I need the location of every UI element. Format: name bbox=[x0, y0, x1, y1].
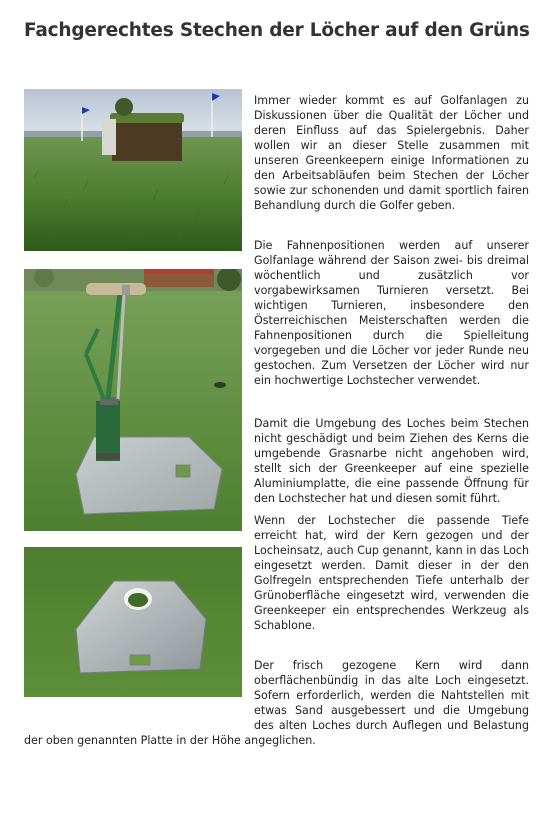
photo-green-flags bbox=[24, 89, 242, 251]
paragraph-cup-insertion: Wenn der Lochstecher die passende Tiefe erreicht hat, wird der Kern gezogen und der Locheinsatz, auch Cup genannt, kann in das Loch eingesetzt werden. Damit dieser in der den Golfregeln entsprechenden Tiefe unterhalb der Grünoberfläche eingesetzt wird, verwenden die Greenkeeper ein entsprechendes Werkzeug als Schablone. bbox=[254, 514, 529, 632]
paragraph-core-replacement-block bbox=[24, 658, 529, 748]
paragraph-core-replacement: Der frisch gezogene Kern wird dann oberflächenbündig in das alte Loch eingesetzt. Sofern erforderlich, werden die Nahtstellen mit etwas Sand ausgebessert und die Umgebung des alten Loches durch Auflegen und Belastung der oben genannten Platte in der Höhe angeglichen. bbox=[24, 659, 529, 747]
paragraph-flag-positions: Die Fahnenpositionen werden auf unserer Golfanlage während der Saison zwei- bis dreimal wöchentlich und zusätzlich vor vorgabewirksamen Turnieren versetzt. Bei wichtigen Turnieren, insbesondere den Österreichischen Meisterschaften werden die Fahnenpositionen durch die Spielleitung vorgegeben und die Löcher vor jeder Runde neu gestochen. Zum Versetzen der Löcher wird nur ein hochwertige Lochstecher verwendet. bbox=[254, 239, 529, 387]
photo-hole-cutter bbox=[24, 269, 242, 531]
page-title: Fachgerechtes Stechen der Löcher auf den Grüns bbox=[24, 20, 530, 41]
paragraph-intro: Immer wieder kommt es auf Golfanlagen zu Diskussionen über die Qualität der Löcher und deren Einfluss auf das Spielergebnis. Daher wollen wir an dieser Stelle zusammen mit unseren Greenkeepern einige Informationen zu den Arbeitsabläufen beim Stechen der Löcher sowie zur schonenden und damit sportlich fairen Behandlung durch die Golfer geben. bbox=[254, 94, 529, 212]
paragraph-aluminium-plate: Damit die Umgebung des Loches beim Stechen nicht geschädigt und beim Ziehen des Kerns die umgebende Grasnarbe nicht angehoben wird, stellt sich der Greenkeeper auf eine spezielle Aluminiumplatte, die eine passende Öffnung für den Lochstecher hat und diesen somit führt. bbox=[254, 417, 529, 505]
